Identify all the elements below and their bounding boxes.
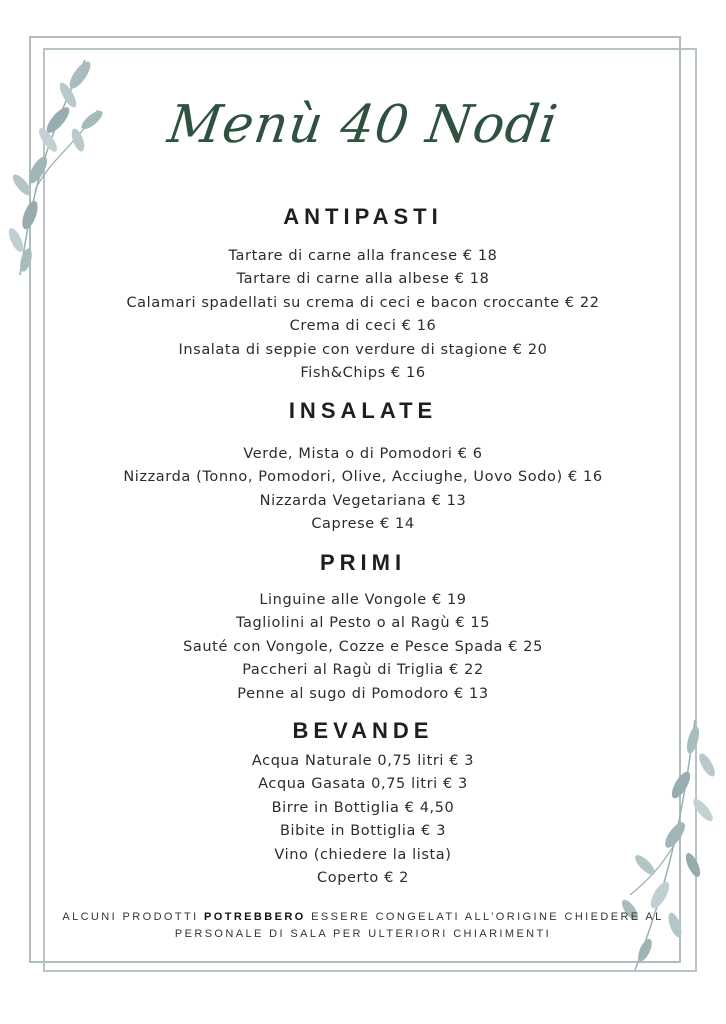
menu-item: Tagliolini al Pesto o al Ragù € 15 — [235, 615, 491, 632]
menu-item: Nizzarda (Tonno, Pomodori, Olive, Acciughe, Uovo Sodo) € 16 — [123, 469, 603, 486]
section-items-primi — [0, 589, 726, 706]
menu-item: Caprese € 14 — [311, 516, 415, 533]
menu-item: Linguine alle Vongole € 19 — [259, 592, 467, 608]
menu-item: Birre in Bottiglia € 4,50 — [271, 799, 455, 816]
section-items-insalate — [0, 443, 726, 537]
menu-item: Acqua Naturale 0,75 litri € 3 — [251, 753, 475, 769]
menu-item: Insalata di seppie con verdure di stagione € 20 — [178, 341, 548, 358]
menu-item: Penne al sugo di Pomodoro € 13 — [237, 685, 489, 702]
menu-item: Nizzarda Vegetariana € 13 — [259, 492, 467, 509]
section-heading-bevande: BEVANDE — [292, 718, 434, 743]
section-heading-antipasti: ANTIPASTI — [283, 204, 443, 229]
menu-item: Acqua Gasata 0,75 litri € 3 — [258, 776, 468, 793]
section-items-antipasti — [0, 245, 726, 385]
leaf-sprig-icon — [0, 40, 110, 280]
menu-item: Sauté con Vongole, Cozze e Pesce Spada € 25 — [183, 638, 543, 655]
menu-title: Menù 40 Nodi — [164, 95, 562, 155]
menu-item: Crema di ceci € 16 — [289, 318, 437, 335]
menu-item: Tartare di carne alla francese € 18 — [228, 248, 498, 264]
frozen-products-note — [0, 909, 726, 943]
note-line-2: PERSONALE DI SALA PER ULTERIORI CHIARIMENTI — [174, 928, 552, 940]
menu-item: Vino (chiedere la lista) — [274, 846, 452, 863]
note-line-1 — [0, 909, 726, 926]
menu-item: Bibite in Bottiglia € 3 — [279, 823, 447, 840]
menu-item: Tartare di carne alla albese € 18 — [236, 271, 490, 288]
section-items-bevande — [0, 750, 726, 890]
menu-item: Coperto € 2 — [317, 869, 409, 886]
section-heading-primi: PRIMI — [319, 550, 407, 575]
section-heading-insalate: INSALATE — [288, 398, 438, 423]
note-text: ESSERE CONGELATI ALL’ORIGINE CHIEDERE AL — [305, 911, 664, 923]
menu-item: Verde, Mista o di Pomodori € 6 — [243, 446, 483, 462]
menu-item: Fish&Chips € 16 — [300, 364, 426, 381]
menu-item: Calamari spadellati su crema di ceci e bacon croccante € 22 — [126, 294, 600, 311]
menu-item: Paccheri al Ragù di Triglia € 22 — [242, 662, 484, 679]
note-emphasis: POTREBBERO — [204, 911, 306, 923]
note-text: ALCUNI PRODOTTI — [62, 911, 205, 923]
